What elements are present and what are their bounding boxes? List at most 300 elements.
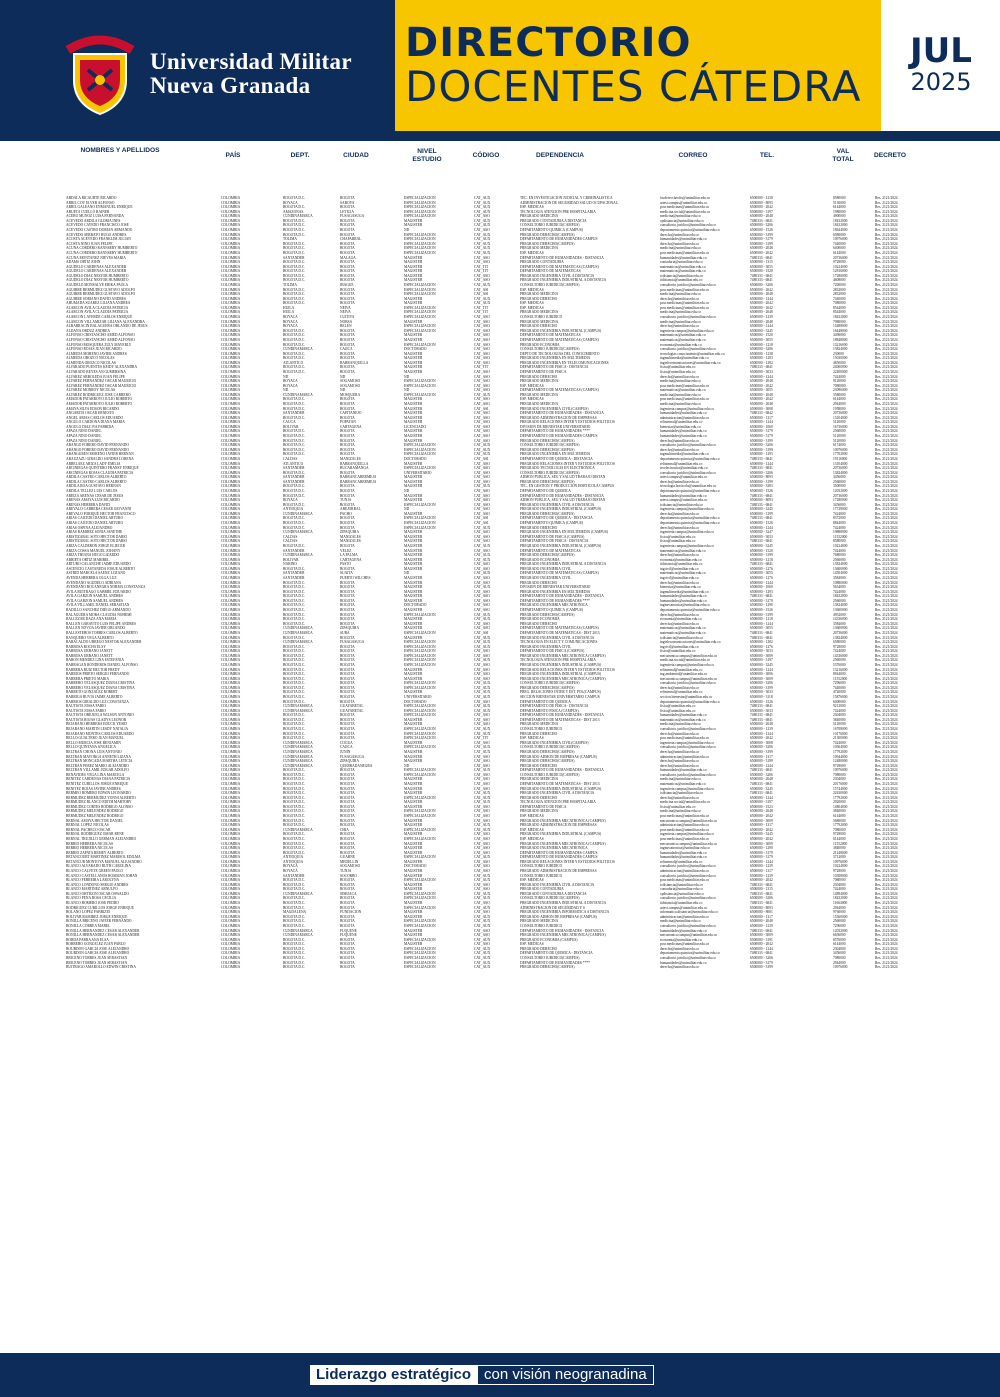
cell-decree: Res. 2121/2024	[875, 489, 898, 493]
cell-decree: Res. 2121/2024	[875, 351, 898, 356]
cell-city: VELEZ	[340, 548, 352, 553]
page-title	[405, 22, 861, 110]
cell-dept: CUNDINAMARCA	[283, 754, 313, 759]
cell-code: CAT_AUX	[474, 745, 491, 750]
cell-level: ESPECIALIZACION	[404, 310, 436, 315]
cell-decree: Res. 2121/2024	[875, 255, 898, 260]
cell-country: COLOMBIA	[221, 223, 241, 228]
cell-total: 7296000	[833, 681, 846, 686]
cell-name: ACUÑA CORDERO RANNSERY HUMBERTO	[66, 250, 138, 255]
cell-phone: 6500000 - 1218	[750, 617, 773, 622]
cell-unit: PREGRADO CONTADURIA	[520, 887, 564, 892]
cell-dept: BOYACA	[283, 324, 298, 329]
cell-phone: 6500000 - 2048	[750, 292, 773, 297]
cell-unit: CONSULTORIO JURIDICO(CAMPUS)	[520, 955, 580, 960]
cell-city: BOGOTA	[340, 960, 355, 965]
cell-phone: 6500000 - 2042	[750, 301, 773, 306]
cell-decree: Res. 2121/2024	[875, 420, 898, 425]
cell-country: COLOMBIA	[221, 754, 241, 759]
cell-level: DOCTORADO	[404, 347, 427, 352]
cell-unit: PREGRADO MEDICINA	[520, 809, 559, 814]
cell-dept: BOGOTA D.C.	[283, 635, 306, 640]
cell-decree: Res. 2121/2024	[875, 429, 898, 434]
cell-dept: BOGOTA D.C.	[283, 273, 306, 278]
cell-country: COLOMBIA	[221, 763, 241, 768]
cell-city: BOGOTA	[340, 841, 355, 846]
cell-name: BONILLA BRICEÑO JAVIER FERNANDO	[66, 919, 132, 924]
cell-level: MAGISTER	[404, 717, 423, 722]
cell-email: derecho@unimilitar.edu.co	[660, 946, 700, 951]
cell-dept: BOGOTA D.C.	[283, 269, 306, 274]
cell-decree: Res. 2121/2024	[875, 850, 898, 855]
cell-email: economia@unimilitar.edu.co	[660, 342, 702, 347]
cell-level: MAGISTER	[404, 910, 423, 915]
cell-dept: BOGOTA D.C.	[283, 278, 306, 283]
cell-unit: DEPARTAMENTO FISICA (CAMPUS)	[520, 708, 579, 713]
cell-unit: PREGRADO INGENIERIA EN TELECOMUNICACIONES	[520, 360, 609, 365]
cell-city: BOGOTA	[340, 493, 355, 498]
cell-email: mecatronica.campus@unimilitar.edu.co	[660, 818, 718, 823]
cell-decree: Res. 2121/2024	[875, 209, 898, 214]
cell-total: 6144000	[833, 942, 846, 947]
cell-city: BOGOTA	[340, 887, 355, 892]
cell-country: COLOMBIA	[221, 237, 241, 242]
cell-total: 9728000	[833, 763, 846, 768]
cell-unit: PREGRADO DERECHO	[520, 580, 558, 585]
cell-city: BOGOTA	[340, 621, 355, 626]
cell-decree: Res. 2121/2024	[875, 356, 898, 361]
cell-dept: CUNDINAMARCA	[283, 891, 313, 896]
cell-decree: Res. 2121/2024	[875, 260, 898, 265]
cell-dept: BOGOTA D.C.	[283, 823, 306, 828]
cell-unit: PREGRADO INGENIERIA INDUSTRIAL A DISTANCIA	[520, 278, 607, 283]
cell-unit: DEPARTAMENTO DE HUMANIDADES CAMPUS	[520, 237, 598, 242]
cell-decree: Res. 2121/2024	[875, 466, 898, 471]
cell-dept: BOGOTA D.C.	[283, 814, 306, 819]
cell-name: BELTRAN VILLAMIL EDGAR ADOLFO	[66, 768, 129, 773]
cell-name: ACOSTA NIÑO JUAN FELIPE	[66, 241, 113, 246]
cell-dept: BOGOTA D.C.	[283, 727, 306, 732]
cell-decree: Res. 2121/2024	[875, 608, 898, 613]
cell-phone: 6500000 - 1244	[750, 667, 773, 672]
cell-dept: BOGOTA D.C.	[283, 777, 306, 782]
cell-city: BOGOTA	[340, 241, 355, 246]
cell-total: 16448000	[833, 328, 848, 333]
cell-email: ingcivil@unimilitar.edu.co	[660, 644, 699, 649]
cell-country: COLOMBIA	[221, 475, 241, 480]
cell-code: CAT_AUX	[474, 946, 491, 951]
cell-dept: BOGOTA D.C.	[283, 516, 306, 521]
cell-unit: PREGRADO DERECHO(CAMPUS)	[520, 479, 575, 484]
cell-level: MAGISTER	[404, 351, 423, 356]
cell-phone: 6500000 - 3206	[750, 470, 773, 475]
cell-phone: 6500000 - 3199	[750, 479, 773, 484]
cell-level: MAGISTER	[404, 337, 423, 342]
cell-city: BOGOTA	[340, 777, 355, 782]
cell-code: CAT_AUX	[474, 749, 491, 754]
cell-name: ALVAREZ MONROY NICOLAS	[66, 388, 116, 393]
cell-unit: PREGRADO CONTADURIA	[520, 260, 564, 265]
cell-email: humanidades@unimilitar.edu.co	[660, 594, 707, 599]
cell-code: CAT_AUX	[474, 301, 491, 306]
cell-phone: 7480333 - 6841	[750, 273, 773, 278]
cell-phone: 6500000 - 2042	[750, 205, 773, 210]
cell-city: BOGOTA	[340, 223, 355, 228]
cell-phone: 7480333 - 6841	[750, 891, 773, 896]
cell-email: derecho@unimilitar.edu.co	[660, 296, 700, 301]
cell-level: MAGISTER	[404, 548, 423, 553]
footer-slogan-bold: Liderazgo estratégico	[310, 1365, 477, 1385]
cell-city: SIMIJACA	[340, 891, 357, 896]
cell-level: ESPECIALIZACION	[404, 521, 436, 526]
cell-unit: DEPARTAMENTO DE MATEMATICAS (CAMPUS)	[520, 388, 599, 393]
cell-email: consultorio.juridico@unimilitar.edu.co	[660, 443, 716, 448]
cell-country: COLOMBIA	[221, 896, 241, 901]
cell-city: BOGOTA	[340, 489, 355, 493]
cell-total: 14804000	[833, 804, 848, 809]
cell-total: 230000	[833, 351, 844, 356]
cell-phone: 6500000 - 3179	[750, 429, 773, 434]
cell-code: CAT_ASO	[474, 589, 490, 594]
cell-decree: Res. 2121/2024	[875, 273, 898, 278]
cell-country: COLOMBIA	[221, 585, 241, 590]
cell-unit: PREGRADO MEDICINA	[520, 246, 559, 251]
cell-country: COLOMBIA	[221, 562, 241, 567]
cell-dept: BOGOTA D.C.	[283, 502, 306, 507]
cell-code: CAT_AUX	[474, 585, 491, 590]
cell-phone: 6500000 - 1526	[750, 521, 773, 526]
cell-phone: 6500000 - 1520	[750, 548, 773, 553]
cell-phone: 6500000 - 1315	[750, 260, 773, 265]
cell-decree: Res. 2121/2024	[875, 594, 898, 599]
cell-country: COLOMBIA	[221, 374, 241, 379]
cell-dept: BOGOTA D.C.	[283, 795, 306, 800]
cell-name: BERNAL AMAYA HECTOR DANIEL	[66, 818, 124, 823]
cell-total: 16736000	[833, 424, 848, 429]
cell-city: BOGOTA	[340, 804, 355, 809]
cell-unit: PREGRADO RELACIONES INTER Y ESTUDIOS POLITICOS	[520, 667, 615, 672]
cell-city: ND	[340, 374, 346, 379]
cell-name: BANQUERO VEGA ALBERTO	[66, 635, 114, 640]
cell-city: PUERTO WILCHES	[340, 575, 371, 580]
cell-total: 7424000	[833, 525, 846, 530]
cell-phone: 6500000 - 1290	[750, 846, 773, 851]
cell-level: ND	[404, 388, 410, 393]
cell-name: BOLAÑO LOPEZ FABRIZIO	[66, 910, 111, 915]
cell-email: medicina.social@unimilitar.edu.co	[660, 800, 711, 805]
cell-unit: PREGRADO DERECHO	[520, 525, 558, 530]
cell-phone: 6500000 - 1526	[750, 228, 773, 233]
cell-email: ingmultimedia@unimilitar.edu.co	[660, 452, 709, 457]
cell-total: 12032000	[833, 489, 848, 493]
cell-phone: 6500000 - 3199	[750, 447, 773, 452]
cell-country: COLOMBIA	[221, 960, 241, 965]
cell-decree: Res. 2121/2024	[875, 443, 898, 448]
cell-decree: Res. 2121/2024	[875, 910, 898, 915]
cell-country: COLOMBIA	[221, 859, 241, 864]
cell-unit: TECNOLOGIA ATENCION PRE HOSPITALARIA	[520, 800, 596, 805]
cell-dept: BOGOTA D.C.	[283, 832, 306, 837]
cell-name: AGUDELO CARDENAS ALEXANDER	[66, 269, 127, 274]
cell-name: BEJARANO HERRERA EDUCK YESID	[66, 722, 127, 727]
cell-country: COLOMBIA	[221, 937, 241, 942]
cell-country: COLOMBIA	[221, 356, 241, 361]
cell-email: ing.ambiental@unimilitar.edu.co	[660, 672, 708, 677]
cell-email: humanidades@unimilitar.edu.co	[660, 237, 707, 242]
cell-country: COLOMBIA	[221, 662, 241, 667]
cell-city: CAJICA	[340, 745, 353, 750]
cell-phone: 6500000 - 1293	[750, 589, 773, 594]
cell-code: CAT_ASO	[474, 626, 490, 631]
cell-decree: Res. 2121/2024	[875, 937, 898, 942]
cell-code: CAT_ASO	[474, 832, 490, 837]
cell-phone: 7480333 - 6841	[750, 466, 773, 471]
cell-total: 4952000	[833, 612, 846, 617]
cell-email: consultorio.juridico@unimilitar.edu.co	[660, 896, 716, 901]
cell-level: MAGISTER	[404, 740, 423, 745]
cell-country: COLOMBIA	[221, 951, 241, 956]
cell-email: ingenieria.campus@unimilitar.edu.co	[660, 832, 714, 837]
cell-name: BARRETO GONZALEZ ROBERT	[66, 690, 118, 695]
cell-phone: 6500000 - 1317	[750, 914, 773, 919]
cell-code: CAT_ASO	[474, 782, 490, 786]
cell-email: ingenieria.campus@unimilitar.edu.co	[660, 662, 714, 667]
cell-phone: 6500000 - 3199	[750, 511, 773, 516]
cell-code: CAT_AUX	[474, 896, 491, 901]
cell-email: ingenieria.campus@unimilitar.edu.co	[660, 530, 714, 535]
cell-total: 10976000	[833, 965, 848, 970]
cell-dept: BOGOTA D.C.	[283, 356, 306, 361]
cell-decree: Res. 2121/2024	[875, 617, 898, 622]
cell-dept: ANTIOQUIA	[283, 855, 304, 860]
cell-total: 9728000	[833, 832, 846, 837]
university-shield-logo	[60, 28, 140, 118]
cell-decree: Res. 2121/2024	[875, 749, 898, 754]
cell-email: derecho@unimilitar.edu.co	[660, 374, 700, 379]
cell-city: BOGOTA	[340, 406, 355, 411]
cell-phone: 6500000 - 1238	[750, 351, 773, 356]
cell-total: 8580000	[833, 539, 846, 544]
cell-phone: 6500000 - 1276	[750, 644, 773, 649]
cell-total: 10224000	[833, 864, 848, 869]
cell-phone: 6500000 - 2048	[750, 392, 773, 397]
cell-name: AREIZA ARENAS CESAR DE JESUS	[66, 493, 124, 498]
cell-email: tecelectronica@unimilitar.edu.co	[660, 466, 708, 471]
cell-dept: CUNDINAMARCA	[283, 759, 313, 764]
cell-total: 7080000	[833, 827, 846, 832]
cell-dept: BOGOTA D.C.	[283, 695, 306, 700]
cell-decree: Res. 2121/2024	[875, 328, 898, 333]
cell-total: 7680000	[833, 553, 846, 558]
cell-dept: BOGOTA D.C.	[283, 585, 306, 590]
cell-unit: DIVISION DE BIENESTAR UNIVERSITARIO	[520, 424, 591, 429]
cell-code: CAT_ASO	[474, 424, 490, 429]
cell-phone: 6500000 - 1239	[750, 727, 773, 732]
cell-decree: Res. 2121/2024	[875, 878, 898, 883]
cell-decree: Res. 2121/2024	[875, 626, 898, 631]
cell-total: 18432000	[833, 218, 848, 223]
cell-city: ZIPAQUIRA	[340, 759, 360, 764]
cell-total: 19888000	[833, 530, 848, 535]
cell-name: ACEVEDO CAYEDO FRANCISCO JOSE	[66, 223, 129, 228]
cell-email: informatica.distancia@unimilitar.edu.co	[660, 910, 718, 915]
cell-level: MAGISTER	[404, 479, 423, 484]
cell-decree: Res. 2121/2024	[875, 791, 898, 796]
cell-total: 2560000	[833, 429, 846, 434]
cell-dept: BOGOTA D.C.	[283, 603, 306, 608]
cell-country: COLOMBIA	[221, 525, 241, 530]
cell-phone: 6500000 - 3179	[750, 960, 773, 965]
cell-name: BADILLO SANCHEZ DIEGO ARMANDO	[66, 608, 131, 613]
cell-level: ESPECIALIZACION	[404, 685, 436, 690]
cell-name: BENITEZ CUBILLOS JORGE ENRIQUE	[66, 782, 129, 786]
cell-code: CAT_ASO	[474, 809, 490, 814]
cell-decree: Res. 2121/2024	[875, 402, 898, 407]
cell-decree: Res. 2121/2024	[875, 315, 898, 320]
cell-total: 2304000	[833, 713, 846, 718]
cell-decree: Res. 2121/2024	[875, 896, 898, 901]
cell-dept: BOGOTA D.C.	[283, 443, 306, 448]
cell-level: ESPECIALIZACION	[404, 250, 436, 255]
cell-name: ALVAREZ FERNANDEZ OSCAR MAURICIO	[66, 379, 137, 384]
cell-code: CAT_AUX	[474, 658, 491, 663]
cell-unit: PREGRADO DERECHO	[520, 324, 558, 329]
cell-level: ESPECIALIZACION	[404, 653, 436, 658]
cell-unit: DEPARTAMENTO DE HUMANIDADES ****	[520, 598, 590, 603]
cell-dept: BOGOTA D.C.	[283, 681, 306, 686]
cell-level: MAGISTER	[404, 868, 423, 873]
cell-dept: ANTIOQUIA	[283, 859, 304, 864]
cell-dept: CUNDINAMARCA	[283, 749, 313, 754]
cell-total: 10564000	[833, 745, 848, 750]
cell-level: ND	[404, 507, 410, 512]
cell-dept: BOGOTA D.C.	[283, 296, 306, 301]
cell-email: posr.medicinas@unimilitar.edu.co	[660, 287, 710, 292]
cell-dept: BOGOTA D.C.	[283, 351, 306, 356]
cell-name: ANGULO CARDONA DIANA MARIA	[66, 420, 125, 425]
cell-email: consultorio.juridico@unimilitar.edu.co	[660, 745, 716, 750]
cell-unit: PREGRADO ADMON DE EMPRESAS (CAMPUS)	[520, 914, 597, 919]
cell-unit: DEPARTAMENTO DE FISICA	[520, 804, 567, 809]
cell-decree: Res. 2121/2024	[875, 232, 898, 237]
cell-city: BOGOTA	[340, 598, 355, 603]
cell-level: MAGISTER	[404, 557, 423, 562]
cell-country: COLOMBIA	[221, 342, 241, 347]
cell-decree: Res. 2121/2024	[875, 736, 898, 741]
cell-dept: BOGOTA D.C.	[283, 901, 306, 906]
cell-city: BOGOTA	[340, 328, 355, 333]
cell-country: COLOMBIA	[221, 484, 241, 489]
cell-phone: 7480333 - 6841	[750, 218, 773, 223]
cell-total: 2560000	[833, 598, 846, 603]
cell-decree: Res. 2121/2024	[875, 521, 898, 526]
cell-dept: BOGOTA D.C.	[283, 676, 306, 681]
cell-unit: PREGRADO INGENIERIA CIVIL A DISTANCIA	[520, 635, 595, 640]
cell-name: BAUTISTA JOSSA FABIO	[66, 704, 106, 709]
cell-phone: 7480333 - 6842	[750, 411, 773, 416]
cell-phone: 6500000 - 1526	[750, 489, 773, 493]
cell-email: humanidades@unimilitar.edu.co	[660, 411, 707, 416]
cell-city: BOGOTA	[340, 608, 355, 613]
cell-name: ARIZA THIANA HUGO LIZARDO	[66, 553, 120, 558]
cell-country: COLOMBIA	[221, 717, 241, 722]
cell-email: departamento.quimica@unimilitar.edu.co	[660, 456, 720, 461]
cell-unit: DEPARTAMENTO DE HUMANIDADES ****	[520, 429, 590, 434]
cell-dept: BOGOTA D.C.	[283, 205, 306, 210]
cell-dept: BOGOTA D.C.	[283, 919, 306, 924]
cell-level: ESPECIALIZACION	[404, 704, 436, 709]
cell-total: 14504000	[833, 571, 848, 576]
cell-email: humanidades@unimilitar.edu.co	[660, 768, 707, 773]
cell-country: COLOMBIA	[221, 347, 241, 352]
cell-dept: BOGOTA D.C.	[283, 617, 306, 622]
cell-phone: 6500000 - 1060	[750, 585, 773, 590]
cell-code: CAT_AUX	[474, 640, 491, 645]
cell-total: 4900000	[833, 214, 846, 219]
cell-total: 18432000	[833, 223, 848, 228]
cell-email: matematicas@unimilitar.edu.co	[660, 337, 706, 342]
cell-country: COLOMBIA	[221, 470, 241, 475]
cell-city: BOGOTA	[340, 612, 355, 617]
cell-total: 8544000	[833, 305, 846, 310]
cell-dept: CUNDINAMARCA	[283, 530, 313, 535]
col-name: NOMBRES Y APELLIDOS	[80, 147, 160, 154]
cell-decree: Res. 2121/2024	[875, 374, 898, 379]
cell-country: COLOMBIA	[221, 301, 241, 306]
cell-name: BARON MENDEZ LINA ESTEFANIA	[66, 658, 124, 663]
cell-city: BOGOTA	[340, 337, 355, 342]
cell-total: 7424000	[833, 511, 846, 516]
cell-code: CAT_AUX	[474, 296, 491, 301]
cell-city: BOGOTA	[340, 269, 355, 274]
cell-phone: 6500000 - 3055	[750, 626, 773, 631]
cell-code: CAT_AUX	[474, 960, 491, 965]
cell-dept: BOGOTA D.C.	[283, 525, 306, 530]
cell-code: CAT_ASO	[474, 662, 490, 667]
cell-decree: Res. 2121/2024	[875, 768, 898, 773]
cell-decree: Res. 2121/2024	[875, 287, 898, 292]
cell-city: BOGOTA	[340, 946, 355, 951]
cell-name: ALARCON LAVERDE CARLOS ENRIQUE	[66, 315, 133, 320]
cell-dept: BOGOTA D.C.	[283, 228, 306, 233]
cell-unit: PREGRADO DERECHO(CAMPUS)	[520, 749, 575, 754]
cell-total: 3580000	[833, 392, 846, 397]
cell-phone: 6500000 - 1239	[750, 923, 773, 928]
cell-decree: Res. 2121/2024	[875, 759, 898, 764]
cell-decree: Res. 2121/2024	[875, 525, 898, 530]
cell-email: fisica@unimilitar.edu.co	[660, 539, 696, 544]
cell-unit: TECNOLOGIA ATENCION PRE HOSPITALARIA	[520, 209, 596, 214]
cell-city: SOGAMOSO	[340, 383, 361, 388]
cell-decree: Res. 2121/2024	[875, 923, 898, 928]
cell-dept: BOGOTA D.C.	[283, 804, 306, 809]
cell-code: CAT_AUX	[474, 246, 491, 251]
cell-unit: DEPARTAMENTO DE QUIMICA - DISTANCIA	[520, 516, 593, 521]
header-stripe	[0, 131, 1000, 141]
cell-email: departamento.quimica@unimilitar.edu.co	[660, 699, 720, 704]
cell-name: ALFONSO CRISTANCHO AMED ALFONSO	[66, 333, 135, 338]
cell-phone: 7480333 - 6841	[750, 502, 773, 507]
cell-unit: CONSULTORIO JURIDICO(CAMPUS)	[520, 470, 580, 475]
cell-country: COLOMBIA	[221, 644, 241, 649]
cell-name: ARDILA CASTRO CARLOS ALBERTO	[66, 475, 127, 480]
cell-unit: PREGRADO RELACIONES INTER Y ESTUDIOS POLITICOS	[520, 461, 615, 466]
cell-name: ARIZA COSSA MANUEL JOHANY	[66, 548, 121, 553]
cell-level: ESPECIALIZACION	[404, 955, 436, 960]
cell-country: COLOMBIA	[221, 429, 241, 434]
cell-code: CAT_AUX	[474, 543, 491, 548]
cell-unit: PREGRADO MEDICINA	[520, 722, 559, 727]
